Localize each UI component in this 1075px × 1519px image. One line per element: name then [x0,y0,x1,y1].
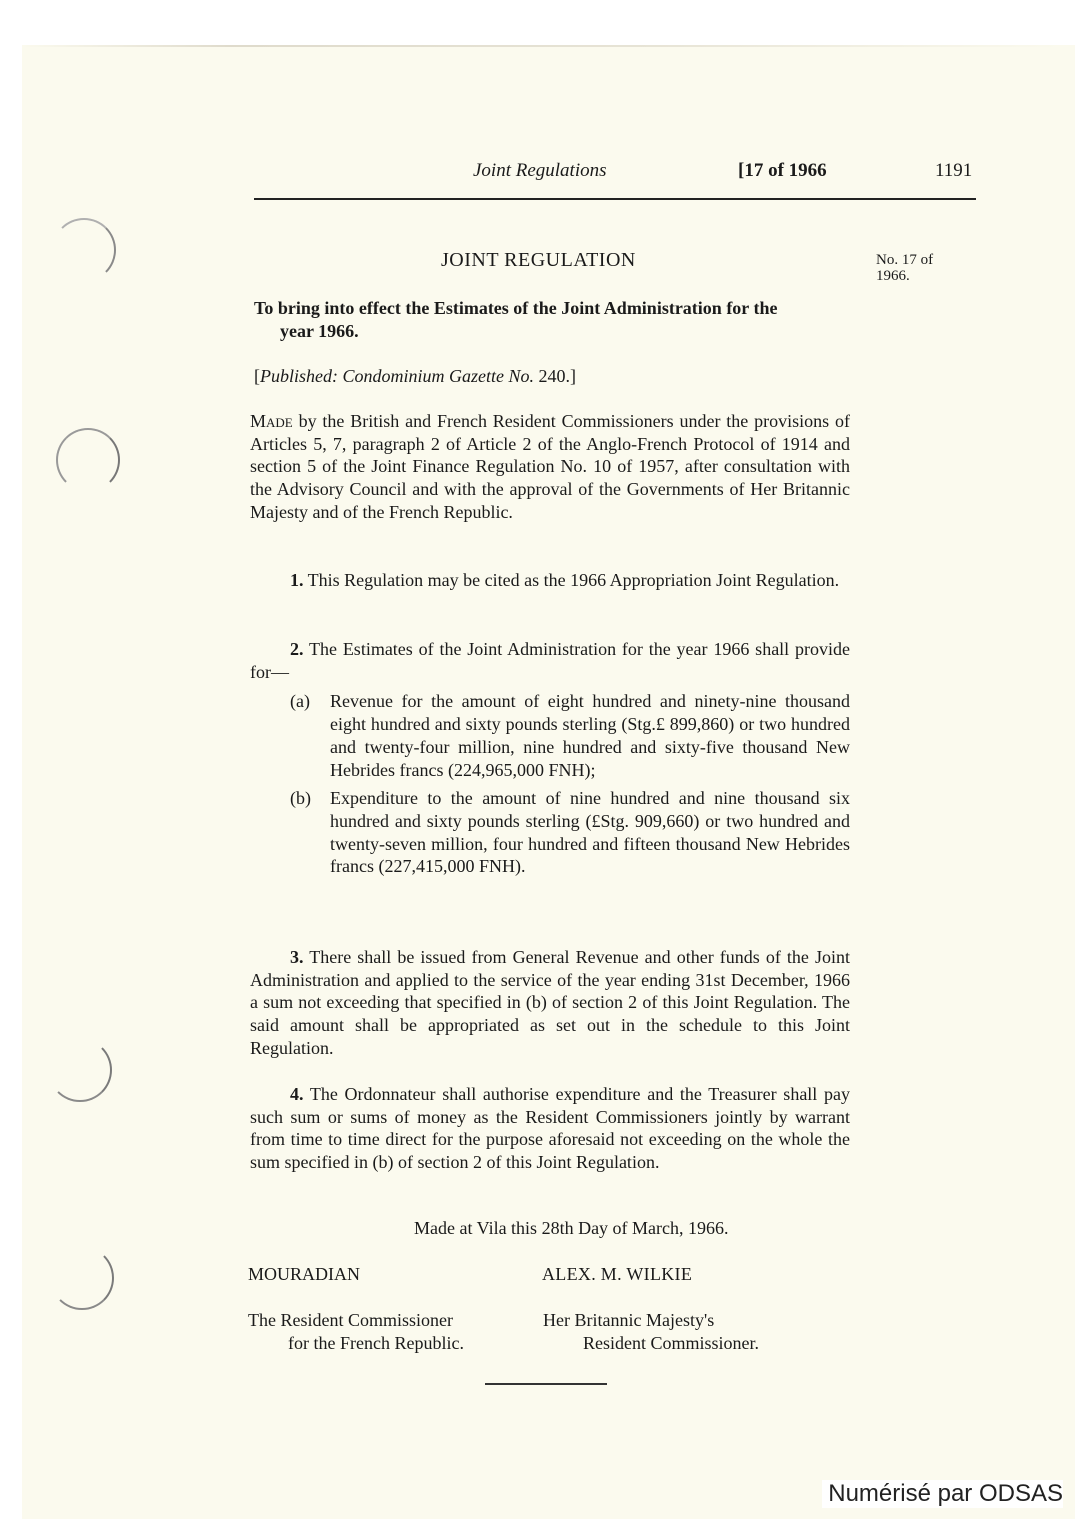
preamble [250,410,850,524]
running-header-number: [17 of 1966 [738,160,827,181]
margin-note-line: 1966. [876,268,910,284]
section-number: 1. [290,570,304,590]
title-line: year 1966. [280,321,359,341]
regulation-title [254,297,854,343]
subitem-b [250,787,850,878]
section-text: There shall be issued from General Revenue and other funds of the Joint Administration and applied to the service of the year ending 31st December, 1966 a sum not exceeding that specified in (b) of section 2 of this Joint Regulation. The said amount shall be appropriated as set out in the schedule to this Joint Regulation. [250,947,850,1058]
made-at-line: Made at Vila this 28th Day of March, 1966. [414,1218,729,1238]
punch-hole [50,1246,114,1310]
section-text: The Estimates of the Joint Administration for the year 1966 shall provide for— [250,639,850,682]
margin-note [876,252,976,284]
subitem-a [250,690,850,781]
subitem-text: Expenditure to the amount of nine hundred and nine thousand six hundred and sixty pounds sterling (£Stg. 909,660) or two hundred and twenty-seven million, four hundred and fifteen thousand New Hebrides francs (227,415,000 FNH). [330,788,850,877]
preamble-text: by the British and French Resident Commissioners under the provisions of Articles 5, 7, paragraph 2 of Article 2 of the Anglo-French Protocol of 1914 and section 5 of the Joint Finance Regulation No. 10 of 1957, after consultation with the Advisory Council and with the approval of the Governments of Her Britannic Majesty and of the French Republic. [250,411,850,522]
subitem-text: Revenue for the amount of eight hundred and ninety-nine thousand eight hundred and sixty pounds sterling (Stg.£ 899,860) or two hundred and twenty-four million, nine hundred and sixty-five thousand New Hebrides francs (224,965,000 FNH); [330,691,850,780]
subitem-label: (a) [290,691,310,712]
end-rule [485,1383,607,1385]
signatory-right-name: ALEX. M. WILKIE [542,1264,693,1284]
bracket-open: [ [254,366,260,386]
signatory-left-name: MOURADIAN [248,1264,360,1284]
header-rule [254,198,976,200]
document-heading: JOINT REGULATION [441,249,636,271]
publication-note [254,366,576,387]
signatory-right-role [543,1309,759,1355]
digitization-credit: Numérisé par ODSAS [822,1480,1063,1508]
section-2 [250,638,850,878]
section-3 [250,946,850,1060]
role-line: for the French Republic. [288,1333,464,1353]
publication-number: 240.] [533,366,576,386]
section-4 [250,1083,850,1174]
section-text: This Regulation may be cited as the 1966 Appropriation Joint Regulation. [303,570,840,590]
running-header-title: Joint Regulations [473,160,607,181]
signatory-left-role [248,1309,464,1355]
section-1 [250,569,850,592]
role-line: Resident Commissioner. [583,1333,760,1353]
subitem-label: (b) [290,788,311,809]
section-text: The Ordonnateur shall authorise expenditure and the Treasurer shall pay such sum or sums of money as the Resident Commissioners jointly by warrant from time to time direct for the purpose aforesaid not exceeding on the whole the sum specified in (b) of section 2 of this Joint Regulation. [250,1084,850,1173]
punch-hole [56,428,120,492]
margin-note-line: No. 17 of [876,252,934,268]
role-line: Her Britannic Majesty's [543,1310,715,1330]
publication-gazette: Published: Condominium Gazette No. [260,366,534,386]
punch-hole [48,1038,112,1102]
section-number: 4. [290,1084,304,1104]
preamble-lead: Made [250,411,293,431]
section-number: 3. [290,947,304,967]
scan-edge [22,45,1062,47]
title-line: To bring into effect the Estimates of the Joint Administration for the [254,298,778,318]
page-number: 1191 [935,160,973,181]
role-line: The Resident Commissioner [248,1310,453,1330]
section-number: 2. [290,639,304,659]
punch-hole [52,218,116,282]
